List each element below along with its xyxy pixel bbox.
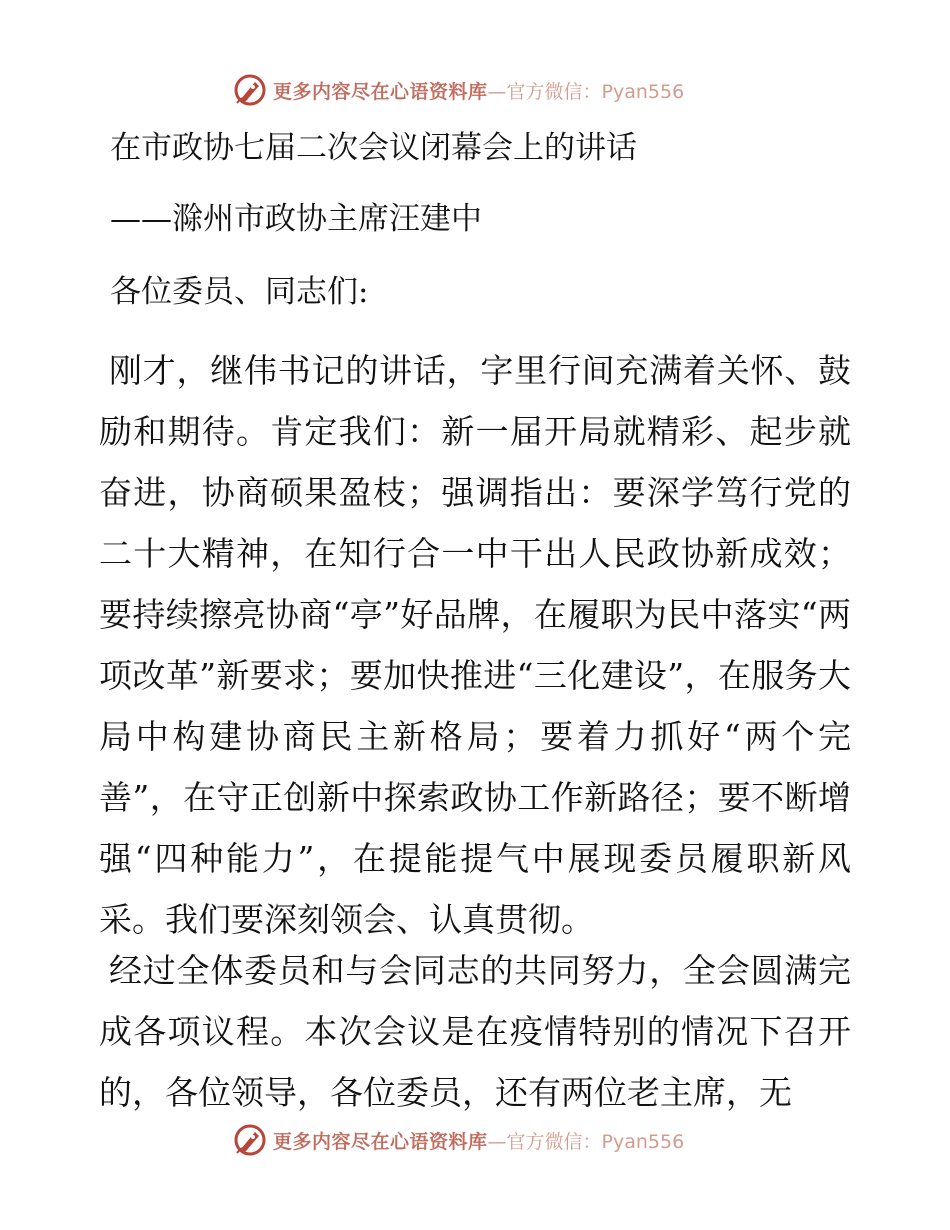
footer-watermark — [233, 1122, 684, 1158]
watermark-brand: 更多内容尽在心语资料库 — [273, 1130, 488, 1153]
watermark-contact: —官方微信：Pyan556 — [487, 80, 685, 103]
paragraph: 经过全体委员和与会同志的共同努力，全会圆满完成各项议程。本次会议是在疫情特别的情况下召开的，各位领导，各位委员，还有两位老主席，无 — [99, 951, 851, 1112]
watermark-brand: 更多内容尽在心语资料库 — [273, 80, 488, 103]
pen-nib-logo-icon — [233, 73, 267, 107]
document-subtitle: ——滁州市政协主席汪建中 — [110, 201, 482, 237]
document-title: 在市政协七届二次会议闭幕会上的讲话 — [110, 130, 637, 166]
header-watermark — [233, 72, 684, 108]
paragraph: 刚才，继伟书记的讲话，字里行间充满着关怀、鼓励和期待。肯定我们：新一届开局就精彩、起步就奋进，协商硕果盈枝；强调指出：要深学笃行党的二十大精神，在知行合一中干出人民政协新成效；要持续擦亮协商“亭”好品牌，在履职为民中落实“两项改革”新要求；要加快推进“三化建设”，在服务大局中构建协商民主新格局；要着力抓好“两个完善”，在守正创新中探索政协工作新路径；要不断增强“四种能力”，在提能提气中展现委员履职新风采。我们要深刻领会、认真贯彻。 — [99, 351, 851, 939]
salutation: 各位委员、同志们: — [110, 274, 369, 310]
watermark-contact: —官方微信：Pyan556 — [487, 1130, 685, 1153]
pen-nib-logo-icon — [233, 1123, 267, 1157]
